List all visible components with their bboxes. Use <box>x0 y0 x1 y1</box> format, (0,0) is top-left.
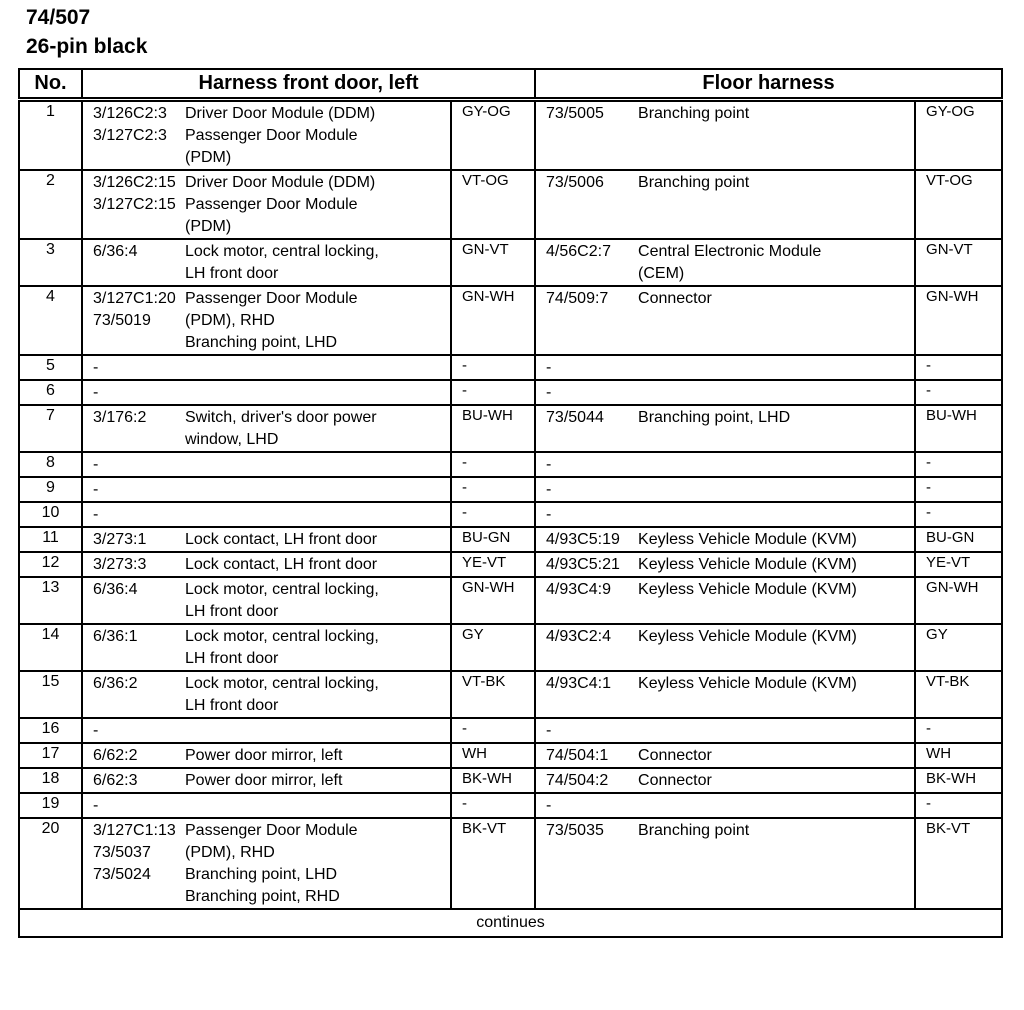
left-code-line: - <box>93 506 99 523</box>
left-component-description <box>185 405 451 452</box>
left-wire-color: - <box>451 718 535 743</box>
table-row <box>19 477 1002 502</box>
right-wire-color: GN-WH <box>915 286 1002 355</box>
right-desc-line: Connector <box>638 772 712 789</box>
right-component-code <box>535 100 638 171</box>
left-component-code <box>82 718 185 743</box>
table-row <box>19 768 1002 793</box>
right-component-code <box>535 170 638 239</box>
left-component-code <box>82 743 185 768</box>
right-component-code <box>535 624 638 671</box>
left-component-code <box>82 502 185 527</box>
left-code-line: - <box>93 384 99 401</box>
left-code-line: - <box>93 481 99 498</box>
pin-number: 3 <box>19 239 82 286</box>
table-row <box>19 380 1002 405</box>
right-component-code <box>535 552 638 577</box>
left-component-code <box>82 170 185 239</box>
left-wire-color: - <box>451 477 535 502</box>
connector-id: 74/507 <box>26 6 91 29</box>
left-component-description <box>185 239 451 286</box>
left-component-code <box>82 355 185 380</box>
left-component-description <box>185 577 451 624</box>
right-wire-color: - <box>915 355 1002 380</box>
right-wire-color: WH <box>915 743 1002 768</box>
right-component-code <box>535 743 638 768</box>
right-desc-line: Connector <box>638 747 712 764</box>
right-component-description <box>638 477 915 502</box>
left-desc-line: Branching point, LHD <box>185 866 338 883</box>
connector-description: 26-pin black <box>26 35 148 58</box>
pin-number: 10 <box>19 502 82 527</box>
right-component-code <box>535 818 638 909</box>
right-component-code <box>535 793 638 818</box>
right-component-code <box>535 768 638 793</box>
left-wire-color: - <box>451 380 535 405</box>
left-wire-color: - <box>451 502 535 527</box>
left-component-description <box>185 380 451 405</box>
left-component-description <box>185 527 451 552</box>
left-desc-line: Branching point, LHD <box>185 334 338 351</box>
table-row <box>19 170 1002 239</box>
left-component-code <box>82 452 185 477</box>
left-code-line: 3/126C2:3 <box>93 105 167 122</box>
left-desc-line: LH front door <box>185 603 279 620</box>
left-wire-color: GN-WH <box>451 286 535 355</box>
right-component-description <box>638 452 915 477</box>
left-desc-line: Lock contact, LH front door <box>185 556 378 573</box>
table-row <box>19 452 1002 477</box>
right-code-line: 74/509:7 <box>546 290 609 307</box>
left-component-description <box>185 818 451 909</box>
right-code-line: - <box>546 506 552 523</box>
right-code-line: 4/56C2:7 <box>546 243 611 260</box>
right-desc-line: Branching point, LHD <box>638 409 791 426</box>
right-component-description <box>638 793 915 818</box>
right-code-line: - <box>546 797 552 814</box>
left-code-line: 3/176:2 <box>93 409 147 426</box>
pin-number: 8 <box>19 452 82 477</box>
right-component-code <box>535 405 638 452</box>
left-desc-line: Branching point, RHD <box>185 888 340 905</box>
left-component-description <box>185 100 451 171</box>
left-desc-line: Lock motor, central locking, <box>185 675 379 692</box>
right-code-line: 4/93C4:9 <box>546 581 611 598</box>
right-component-code <box>535 355 638 380</box>
left-component-code <box>82 793 185 818</box>
header-no: No. <box>19 69 82 100</box>
left-wire-color: WH <box>451 743 535 768</box>
left-desc-line: Switch, driver's door power <box>185 409 377 426</box>
right-component-description <box>638 355 915 380</box>
table-row <box>19 286 1002 355</box>
right-component-code <box>535 671 638 718</box>
left-code-line: 3/126C2:15 <box>93 174 176 191</box>
left-component-description <box>185 452 451 477</box>
left-desc-line: (PDM), RHD <box>185 312 275 329</box>
left-code-line: - <box>93 359 99 376</box>
left-wire-color: GY <box>451 624 535 671</box>
pin-number: 6 <box>19 380 82 405</box>
left-code-line: 3/273:1 <box>93 531 147 548</box>
left-desc-line: Power door mirror, left <box>185 772 343 789</box>
table-row <box>19 405 1002 452</box>
left-code-line: - <box>93 722 99 739</box>
left-desc-line: Driver Door Module (DDM) <box>185 174 376 191</box>
left-wire-color: GN-VT <box>451 239 535 286</box>
right-wire-color: GN-VT <box>915 239 1002 286</box>
right-component-description <box>638 577 915 624</box>
table-header-row <box>19 69 1002 100</box>
right-desc-line: Keyless Vehicle Module (KVM) <box>638 556 857 573</box>
left-component-description <box>185 286 451 355</box>
left-desc-line: Lock motor, central locking, <box>185 243 379 260</box>
right-component-description <box>638 671 915 718</box>
left-component-description <box>185 793 451 818</box>
left-component-description <box>185 624 451 671</box>
right-desc-line: Branching point <box>638 174 750 191</box>
left-desc-line: window, LHD <box>185 431 279 448</box>
pin-number: 5 <box>19 355 82 380</box>
left-desc-line: Passenger Door Module <box>185 290 358 307</box>
left-code-line: 73/5024 <box>93 866 151 883</box>
pin-number: 1 <box>19 100 82 171</box>
left-component-description <box>185 355 451 380</box>
left-component-code <box>82 768 185 793</box>
right-component-description <box>638 286 915 355</box>
pin-number: 2 <box>19 170 82 239</box>
right-code-line: - <box>546 722 552 739</box>
right-wire-color: - <box>915 793 1002 818</box>
table-row <box>19 624 1002 671</box>
right-code-line: - <box>546 359 552 376</box>
left-code-line: 6/36:4 <box>93 581 138 598</box>
left-component-code <box>82 577 185 624</box>
right-component-code <box>535 286 638 355</box>
right-wire-color: BK-VT <box>915 818 1002 909</box>
right-component-code <box>535 502 638 527</box>
left-component-code <box>82 405 185 452</box>
right-component-code <box>535 380 638 405</box>
left-component-code <box>82 818 185 909</box>
left-wire-color: BK-VT <box>451 818 535 909</box>
left-wire-color: GY-OG <box>451 100 535 171</box>
table-row <box>19 100 1002 171</box>
left-desc-line: (PDM) <box>185 218 232 235</box>
right-code-line: 73/5035 <box>546 822 604 839</box>
right-component-description <box>638 100 915 171</box>
left-code-line: - <box>93 456 99 473</box>
pin-number: 17 <box>19 743 82 768</box>
right-wire-color: - <box>915 452 1002 477</box>
right-component-code <box>535 577 638 624</box>
right-component-code <box>535 239 638 286</box>
right-wire-color: VT-OG <box>915 170 1002 239</box>
pin-number: 18 <box>19 768 82 793</box>
right-component-description <box>638 527 915 552</box>
right-wire-color: YE-VT <box>915 552 1002 577</box>
left-component-code <box>82 286 185 355</box>
right-wire-color: GY <box>915 624 1002 671</box>
table-row <box>19 671 1002 718</box>
left-wire-color: - <box>451 355 535 380</box>
table-row <box>19 552 1002 577</box>
continues-label: continues <box>19 909 1002 937</box>
right-desc-line: Keyless Vehicle Module (KVM) <box>638 531 857 548</box>
right-code-line: 74/504:1 <box>546 747 609 764</box>
left-component-description <box>185 552 451 577</box>
left-code-line: 6/62:2 <box>93 747 138 764</box>
left-code-line: 73/5019 <box>93 312 151 329</box>
right-component-description <box>638 552 915 577</box>
left-component-description <box>185 170 451 239</box>
right-component-description <box>638 624 915 671</box>
left-desc-line: Passenger Door Module <box>185 196 358 213</box>
right-wire-color: BK-WH <box>915 768 1002 793</box>
right-component-description <box>638 743 915 768</box>
header-left-harness: Harness front door, left <box>82 69 535 100</box>
right-wire-color: GN-WH <box>915 577 1002 624</box>
left-desc-line: Passenger Door Module <box>185 127 358 144</box>
right-wire-color: - <box>915 502 1002 527</box>
right-code-line: 4/93C5:19 <box>546 531 620 548</box>
right-code-line: 4/93C4:1 <box>546 675 611 692</box>
pin-number: 7 <box>19 405 82 452</box>
right-desc-line: Keyless Vehicle Module (KVM) <box>638 628 857 645</box>
left-component-code <box>82 380 185 405</box>
left-desc-line: Lock motor, central locking, <box>185 581 379 598</box>
left-component-code <box>82 477 185 502</box>
right-component-description <box>638 405 915 452</box>
header-right-harness: Floor harness <box>535 69 1002 100</box>
table-body <box>19 100 1002 910</box>
left-code-line: 6/36:4 <box>93 243 138 260</box>
left-wire-color: VT-BK <box>451 671 535 718</box>
right-component-description <box>638 502 915 527</box>
left-component-description <box>185 671 451 718</box>
footer-row <box>19 909 1002 937</box>
left-desc-line: (PDM) <box>185 149 232 166</box>
left-component-code <box>82 100 185 171</box>
left-component-code <box>82 239 185 286</box>
left-desc-line: Lock contact, LH front door <box>185 531 378 548</box>
left-desc-line: Lock motor, central locking, <box>185 628 379 645</box>
pin-number: 12 <box>19 552 82 577</box>
table-row <box>19 502 1002 527</box>
right-desc-line: (CEM) <box>638 265 685 282</box>
right-desc-line: Connector <box>638 290 712 307</box>
left-component-description <box>185 718 451 743</box>
left-component-description <box>185 502 451 527</box>
left-desc-line: LH front door <box>185 265 279 282</box>
table-row <box>19 818 1002 909</box>
left-component-code <box>82 552 185 577</box>
left-wire-color: BK-WH <box>451 768 535 793</box>
right-component-description <box>638 380 915 405</box>
left-wire-color: BU-WH <box>451 405 535 452</box>
right-wire-color: BU-GN <box>915 527 1002 552</box>
left-wire-color: VT-OG <box>451 170 535 239</box>
table-row <box>19 355 1002 380</box>
left-code-line: - <box>93 797 99 814</box>
right-code-line: - <box>546 456 552 473</box>
left-desc-line: Driver Door Module (DDM) <box>185 105 376 122</box>
left-desc-line: LH front door <box>185 697 279 714</box>
right-code-line: 74/504:2 <box>546 772 609 789</box>
left-desc-line: (PDM), RHD <box>185 844 275 861</box>
left-code-line: 3/127C2:15 <box>93 196 176 213</box>
pin-number: 20 <box>19 818 82 909</box>
right-code-line: 73/5006 <box>546 174 604 191</box>
right-code-line: 4/93C2:4 <box>546 628 611 645</box>
left-code-line: 3/273:3 <box>93 556 147 573</box>
left-code-line: 6/36:1 <box>93 628 138 645</box>
right-desc-line: Central Electronic Module <box>638 243 822 260</box>
right-desc-line: Keyless Vehicle Module (KVM) <box>638 581 857 598</box>
right-code-line: - <box>546 481 552 498</box>
left-component-description <box>185 743 451 768</box>
right-wire-color: - <box>915 477 1002 502</box>
right-component-code <box>535 477 638 502</box>
left-component-code <box>82 527 185 552</box>
table-row <box>19 527 1002 552</box>
right-component-description <box>638 818 915 909</box>
table-row <box>19 793 1002 818</box>
right-desc-line: Keyless Vehicle Module (KVM) <box>638 675 857 692</box>
left-wire-color: GN-WH <box>451 577 535 624</box>
left-desc-line: Power door mirror, left <box>185 747 343 764</box>
right-desc-line: Branching point <box>638 105 750 122</box>
left-component-description <box>185 768 451 793</box>
table-row <box>19 718 1002 743</box>
right-component-code <box>535 718 638 743</box>
table-row <box>19 239 1002 286</box>
right-wire-color: - <box>915 380 1002 405</box>
right-component-code <box>535 527 638 552</box>
right-code-line: 73/5005 <box>546 105 604 122</box>
left-wire-color: - <box>451 452 535 477</box>
left-wire-color: BU-GN <box>451 527 535 552</box>
right-wire-color: GY-OG <box>915 100 1002 171</box>
left-desc-line: Passenger Door Module <box>185 822 358 839</box>
right-component-description <box>638 768 915 793</box>
right-component-description <box>638 718 915 743</box>
pin-number: 19 <box>19 793 82 818</box>
left-code-line: 73/5037 <box>93 844 151 861</box>
pin-number: 13 <box>19 577 82 624</box>
table-row <box>19 743 1002 768</box>
right-code-line: - <box>546 384 552 401</box>
left-component-code <box>82 671 185 718</box>
right-component-description <box>638 170 915 239</box>
pin-number: 15 <box>19 671 82 718</box>
left-component-code <box>82 624 185 671</box>
left-code-line: 3/127C1:20 <box>93 290 176 307</box>
right-component-description <box>638 239 915 286</box>
left-code-line: 3/127C2:3 <box>93 127 167 144</box>
pin-number: 9 <box>19 477 82 502</box>
pin-number: 11 <box>19 527 82 552</box>
pin-number: 4 <box>19 286 82 355</box>
right-component-code <box>535 452 638 477</box>
pin-number: 16 <box>19 718 82 743</box>
left-code-line: 6/36:2 <box>93 675 138 692</box>
right-desc-line: Branching point <box>638 822 750 839</box>
right-wire-color: VT-BK <box>915 671 1002 718</box>
pinout-table <box>18 68 1003 938</box>
left-code-line: 6/62:3 <box>93 772 138 789</box>
right-code-line: 73/5044 <box>546 409 604 426</box>
pin-number: 14 <box>19 624 82 671</box>
right-code-line: 4/93C5:21 <box>546 556 620 573</box>
table-row <box>19 577 1002 624</box>
left-component-description <box>185 477 451 502</box>
left-wire-color: - <box>451 793 535 818</box>
left-wire-color: YE-VT <box>451 552 535 577</box>
right-wire-color: BU-WH <box>915 405 1002 452</box>
left-desc-line: LH front door <box>185 650 279 667</box>
left-code-line: 3/127C1:13 <box>93 822 176 839</box>
right-wire-color: - <box>915 718 1002 743</box>
